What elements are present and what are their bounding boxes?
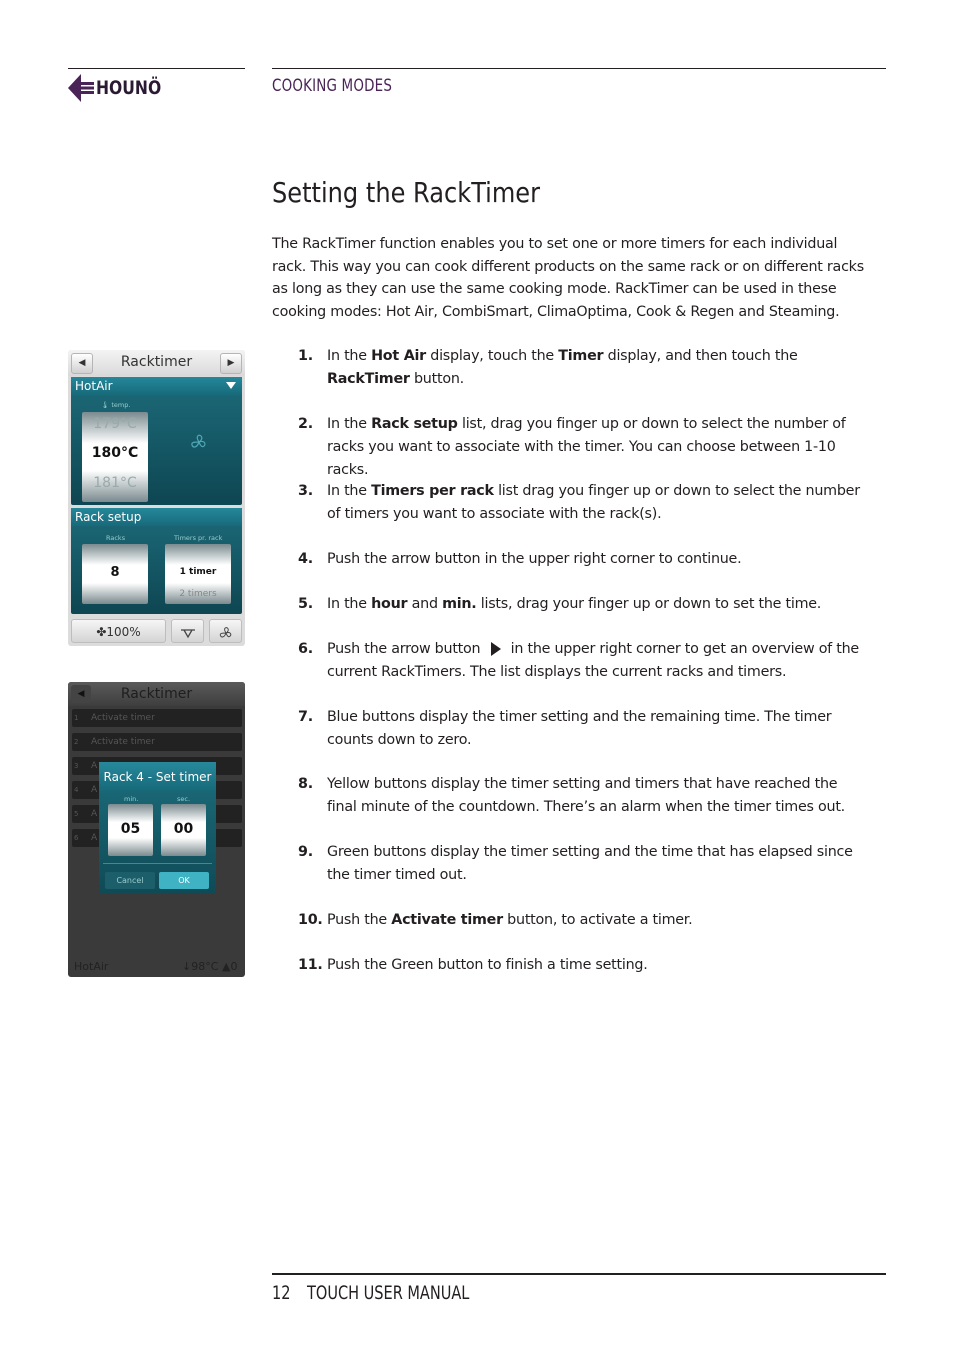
racktimer-setup-screenshot (68, 350, 245, 646)
step-fragment: button, to activate a timer. (502, 912, 693, 928)
vent-icon (180, 627, 196, 639)
footer-rule (272, 1273, 886, 1275)
ok-button[interactable]: OK (159, 872, 209, 889)
step-item (298, 638, 868, 684)
min-label: min. (124, 795, 139, 803)
step-text (327, 841, 868, 887)
set-timer-dialog-title: Rack 4 - Set timer (99, 762, 216, 792)
intro-text: The RackTimer function enables you to set one or more timers for each individual rack. This way you can cook different products on the same rack or on different racks as long as they can use the same cooking mode. RackTimer can be used in these cooking modes: Hot Air, CombiSmart, ClimaOptima, Cook & Regen and Steaming. (272, 236, 864, 320)
seconds-drum[interactable] (161, 804, 206, 856)
intro-paragraph (272, 233, 872, 323)
header-rule-right (272, 68, 886, 69)
hotair-panel (71, 377, 242, 505)
step-fragment: button. (409, 371, 464, 387)
step-fragment: Green buttons display the timer setting and the time that has elapsed since the timer timed out. (327, 844, 853, 883)
racks-label: Racks (106, 534, 126, 542)
step-number: 1. (298, 348, 313, 364)
brand-logo (68, 74, 176, 102)
temp-probe-icon: ↓ (182, 960, 192, 973)
step-number: 10. (298, 912, 323, 928)
timers-label: Timers pr. rack (174, 534, 223, 542)
activate-timer-label: A (91, 785, 98, 795)
temp-label (101, 401, 130, 409)
step-fragment: Push the (327, 912, 392, 928)
step-number: 7. (298, 709, 313, 725)
arrow-right-icon: ▶ (227, 358, 235, 368)
status-temp (182, 957, 218, 977)
cancel-button[interactable]: Cancel (105, 872, 155, 889)
bell-icon: ▲ (222, 960, 231, 973)
status-temp-value: 98°C (191, 960, 219, 973)
screen2-status-bar (68, 957, 245, 977)
step-number: 6. (298, 641, 313, 657)
brand-name: HOUNÖ (96, 77, 162, 99)
step-number: 5. (298, 596, 313, 612)
activate-timer-label: A (91, 761, 98, 771)
step-fragment: list drag you finger up or down to select the number of timers you want to associate with the rack(s). (327, 483, 860, 522)
step-fragment: Push the arrow button in the upper right corner to continue. (327, 551, 742, 567)
step-fragment: Yellow buttons display the timer setting and timers that have reached the final minute of the countdown. There’s an alarm when the timer times out. (327, 776, 845, 815)
step-fragment: display, and then touch the (603, 348, 798, 364)
dialog-divider (103, 863, 212, 864)
activate-timer-label: A (91, 809, 98, 819)
timers-current: 1 timer (179, 567, 217, 577)
step-number: 9. (298, 844, 313, 860)
screen1-forward-button[interactable] (220, 353, 242, 374)
screen2-title: Racktimer (120, 686, 193, 702)
racktimer-set-timer-screenshot (68, 682, 245, 977)
step-text (327, 954, 868, 977)
manual-title: TOUCH USER MANUAL (307, 1282, 470, 1304)
seconds-value: 00 (173, 821, 194, 837)
step-fragment: Push the arrow button (327, 641, 485, 657)
step-item (298, 841, 868, 887)
activate-timer-label: Activate timer (91, 737, 155, 747)
minutes-drum[interactable] (108, 804, 153, 856)
hotair-mode-button[interactable] (209, 619, 242, 643)
step-item (298, 413, 868, 482)
screen2-title-bar (68, 682, 245, 706)
step-emphasis: Rack setup (371, 416, 458, 432)
step-item (298, 345, 868, 391)
step-emphasis: Timer (558, 348, 604, 364)
step-number: 8. (298, 776, 313, 792)
step-text (327, 480, 868, 526)
step-fragment: Push the Green button to finish a time setting. (327, 957, 648, 973)
rack-number: 6 (74, 834, 79, 842)
step-item (298, 909, 868, 932)
temp-prev: 179°C (93, 416, 137, 432)
activate-timer-label: Activate timer (91, 713, 155, 723)
screen1-title-bar (68, 350, 245, 376)
header-rule-left (68, 68, 245, 69)
page-title: Setting the RackTimer (272, 176, 541, 209)
rack-number: 2 (74, 738, 79, 746)
step-emphasis: Hot Air (371, 348, 426, 364)
temperature-drum[interactable] (82, 412, 148, 502)
section-title: COOKING MODES (272, 76, 393, 96)
fan-speed-button[interactable] (71, 619, 166, 643)
step-fragment: display, touch the (425, 348, 559, 364)
hotair-icon (218, 625, 234, 641)
step-text (327, 593, 868, 616)
racks-value: 8 (110, 565, 120, 580)
temp-label-text: temp. (111, 401, 131, 409)
step-item (298, 593, 868, 616)
step-text (327, 345, 868, 391)
step-fragment: list, drag you finger up or down to select the number of racks you want to associate with the timer. You can choose between 1-10 racks. (327, 416, 846, 478)
step-text (327, 706, 868, 752)
sec-label: sec. (177, 795, 191, 803)
step-fragment: and (407, 596, 443, 612)
rack-number: 3 (74, 762, 79, 770)
step-fragment: in the upper right corner to get an overview of the current RackTimers. The list displays the current racks and timers. (327, 641, 859, 680)
screen1-title: Racktimer (120, 354, 193, 370)
step-number: 2. (298, 416, 313, 432)
step-fragment: In the (327, 596, 372, 612)
step-emphasis: Timers per rack (371, 483, 494, 499)
hotair-fan-icon (189, 432, 209, 452)
step-number: 11. (298, 957, 323, 973)
step-fragment: In the (327, 348, 372, 364)
racks-drum[interactable] (82, 544, 148, 604)
step-emphasis: Activate timer (391, 912, 503, 928)
step-item (298, 773, 868, 819)
activate-timer-label: A (91, 833, 98, 843)
step-emphasis: hour (371, 596, 408, 612)
rack-number: 1 (74, 714, 79, 722)
arrow-right-icon (491, 642, 501, 656)
rack-number: 5 (74, 810, 79, 818)
rack-row[interactable] (72, 709, 242, 727)
step-item (298, 954, 868, 977)
temp-current: 180°C (91, 445, 139, 461)
timers-drum[interactable] (165, 544, 231, 604)
step-text (327, 909, 868, 932)
step-text (327, 548, 868, 571)
status-count-value: 0 (230, 960, 238, 973)
step-fragment: lists, drag your finger up or down to set the time. (476, 596, 822, 612)
step-text (327, 638, 868, 684)
rack-setup-header: Rack setup (71, 508, 242, 526)
minutes-value: 05 (120, 821, 141, 837)
step-text (327, 413, 868, 482)
fan-speed-value: 100% (106, 625, 141, 639)
step-item (298, 706, 868, 752)
dropdown-triangle-icon (226, 382, 236, 389)
hotair-panel-header[interactable] (71, 377, 242, 395)
status-count (222, 957, 237, 977)
arrow-left-icon: ◀ (78, 358, 86, 368)
status-mode: HotAir (74, 960, 109, 973)
thermometer-icon: 🌡︎ (101, 401, 110, 409)
hotair-mode-label: HotAir (75, 379, 113, 393)
arrow-left-icon: ◀ (77, 689, 85, 699)
footer (272, 1282, 469, 1304)
rack-number: 4 (74, 786, 79, 794)
step-number: 4. (298, 551, 313, 567)
step-fragment: In the (327, 483, 372, 499)
step-fragment: Blue buttons display the timer setting and the remaining time. The timer counts down to zero. (327, 709, 832, 748)
step-emphasis: RackTimer (327, 371, 410, 387)
page-number: 12 (272, 1282, 291, 1304)
vent-button[interactable] (171, 619, 204, 643)
step-number: 3. (298, 483, 313, 499)
fan-icon: ✤ (96, 625, 107, 639)
step-text (327, 773, 868, 819)
houno-logo-icon (68, 74, 94, 102)
temp-next: 181°C (93, 475, 137, 491)
step-item (298, 548, 868, 571)
step-emphasis: min. (442, 596, 477, 612)
timers-next: 2 timers (179, 589, 217, 599)
rack-row[interactable] (72, 733, 242, 751)
rack-setup-panel (71, 508, 242, 614)
step-fragment: In the (327, 416, 372, 432)
step-item (298, 480, 868, 526)
